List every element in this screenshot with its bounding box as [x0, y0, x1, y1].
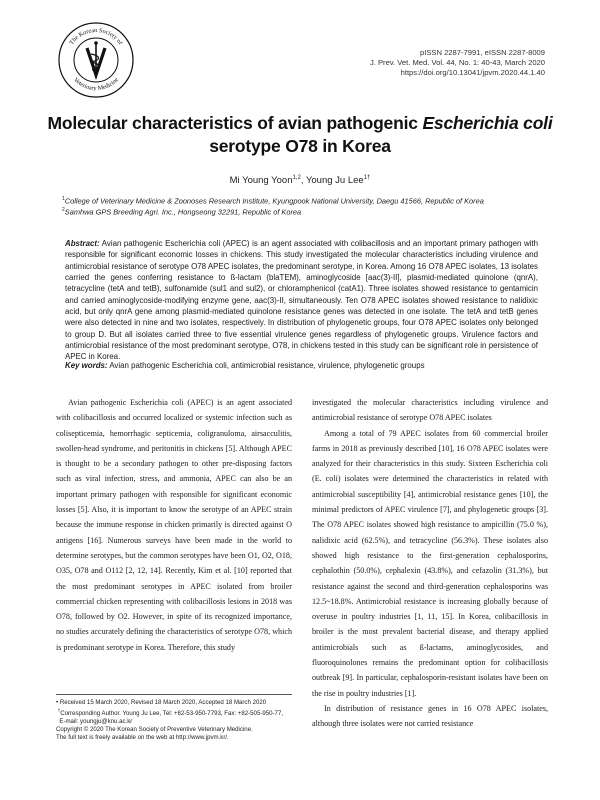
email-text[interactable]: E-mail: youngju@knu.ac.kr [59, 718, 133, 726]
abstract-body: Avian pathogenic Escherichia coli (APEC) is an agent associated with colibacillosis and an important primary pathogen with responsible for significant economic losses in chickens. This study investigated the molecular characteristics including virulence and antimicrobial resistance of serotype O78 APEC isolates, the predominant serotype, in Korea. Among 16 O78 APEC isolates, 13 isolates carried the genes conferring resistance to ß-lactam (blaTEM), aminoglycoside [aac(3)-II], plasmid-mediated quinolone (qnrA), tetracycline (tetA and tetB), sulfonamide (sul1 and sul2), or chloramphenicol (catA1). Three isolates showed resistance to gentamicin and carried aminoglycoside-modifying enzyme gene, aac(3)-II, simultaneously. Ten O78 APEC isolates showed resistance to nalidixic acid, but only qnrA gene among plasmid-mediated quinolone resistance genes was detected in one isolate. The tetA and tetB genes were also detected in nine and two isolates, respectively. In distribution of phylogenetic groups, four O78 APEC isolates only belonged to group D. But all isolates carried three to five essential virulence genes regardless of phylogenetic groups. Virulence factors and antimicrobial resistance of the most predominant serotype, O78, in chickens tested in this study can be significant role in persistence of APEC in Korea. [65, 239, 539, 362]
affiliation-text: Samhwa GPS Breeding Agri. Inc., Hongseong 32291, Republic of Korea [64, 207, 302, 217]
journal-issn: pISSN 2287-7991, eISSN 2287-8009 [420, 48, 545, 57]
footnote-divider [56, 694, 292, 695]
abstract-label: Abstract: [65, 239, 100, 248]
body-column-left [56, 395, 292, 655]
author-name: Young Ju Lee [305, 175, 364, 187]
abstract [65, 238, 538, 363]
keywords-body: Avian pathogenic Escherichia coli, antimicrobial resistance, virulence, phylogenetic groups [109, 361, 425, 370]
footnote-corresponding [56, 707, 306, 718]
body-column-right [312, 395, 548, 732]
keywords-label: Key words: [65, 361, 108, 370]
corresponding-sup: † [57, 708, 61, 714]
author-separator: , [300, 175, 306, 187]
body-paragraph: Among a total of 79 APEC isolates from 60 commercial broiler farms in 2018 as previously described [10], 16 O78 APEC isolates were analyzed for their characteristics in this study. Sixteen Escherichia coli (E. coli) isolates were determined the characteristics in related with antimicrobial susceptibility [4], antimicrobial resistance genes [10], the minimal predictors of APEC virulence [7], and phylogenetic groups [3]. The O78 APEC isolates showed high resistance to ampicillin (75.0 %), nalidixic acid (62.5%), and tetracycline (56.3%). These isolates also showed high resistance to the first-generation cephalosporins, cephalothin (50.0%), cephalexin (43.8%), and cefazolin (31.3%), but resistance against the second and third-generation cephalosporins was 12.5~18.8%. Antimicrobial resistance is increasing globally because of overuse in poultry industries [1, 11, 15]. In Korea, colibacillosis in broiler is the most prevalent bacterial disease, and therapy applied antimicrobials such as ß-lactams, aminoglycosides, and fluoroquinolones remains the predominant option for colibacillosis outbreak [9]. In particular, cephalosporin-resistant isolates have been on the rise in poultry industries [1]. [312, 428, 548, 698]
affiliation [62, 195, 560, 206]
body-paragraph: In distribution of resistance genes in 16 O78 APEC isolates, although three isolates were not carried resistance [312, 703, 548, 729]
journal-doi[interactable]: https://doi.org/10.13041/jpvm.2020.44.1.40 [400, 68, 545, 77]
logo-ring-text: The Korean Society of [68, 26, 124, 47]
footnote-copyright: Copyright © 2020 The Korean Society of Preventive Veterinary Medicine. [56, 726, 253, 734]
title-text: Molecular characteristics of avian pathogenic [47, 113, 423, 133]
corresponding-text: Corresponding Author. Young Ju Lee, Tel: +82-53-950-7793, Fax: +82-505-950-77, [60, 710, 284, 718]
society-logo [56, 20, 136, 100]
title-italic: Escherichia coli [422, 113, 553, 133]
society-seal-icon [56, 20, 136, 100]
author-affiliation-sup: 1,2 [292, 175, 301, 181]
journal-meta [370, 48, 545, 78]
footnote-received: • Received 15 March 2020, Revised 18 March 2020, Accepted 18 March 2020 [56, 699, 267, 706]
footnotes [56, 699, 306, 743]
title-line-1 [40, 112, 560, 135]
affiliations [62, 195, 560, 217]
affiliation-sup: 1 [62, 196, 65, 202]
author-list [0, 175, 600, 186]
paper-title [40, 112, 560, 158]
body-paragraph: Avian pathogenic Escherichia coli (APEC) is an agent associated with colibacillosis and occurred localized or systemic infection such as colisepticemia, hemorrhagic septicemia, coligranuloma, airsacculitis, swollen-head syndrome, and peritonitis in chickens [5]. Although APEC is thought to be a secondary pathogen to other pre-disposing factors such as viral infection, stress, and ammonia, APEC can also be an important primary pathogen with responsible for significant economic losses [5]. Also, it is important to know the serotype of an APEC strain because the immune response in chicken primarily is directed against O antigens [16]. Numerous surveys have been made in the world to determine serotypes, but the common serotypes have been O1, O2, O18, O35, O78 and O112 [2, 12, 14]. Recently, Kim et al. [10] reported that the most predominant serotypes in APEC isolated from broiler commercial chicken representing with colibacillosis lesions in 2018 was O78, followed by O2. However, in spite of its recognized importance, no studies accurately defining the characteristics of serotype O78, which is predominant serotype in Korea. Therefore, this study [56, 398, 292, 652]
title-line-2: serotype O78 in Korea [209, 136, 391, 156]
body-paragraph: investigated the molecular characteristics including virulence and antimicrobial resistance of serotype O78 APEC isolates [312, 398, 548, 423]
journal-citation: J. Prev. Vet. Med. Vol. 44, No. 1: 40-43, March 2020 [369, 58, 545, 67]
logo-ring-text-bottom: Veterinary Medicine [72, 76, 120, 93]
footnote-email [56, 718, 306, 726]
affiliation-text: College of Veterinary Medicine & Zoonoses Research Institute, Kyungpook National University, Daegu 41566, Republic of Korea [64, 196, 484, 206]
author-affiliation-sup: 1† [363, 175, 371, 181]
keywords [65, 360, 538, 371]
author-name: Mi Young Yoon [229, 175, 293, 187]
affiliation [62, 206, 560, 217]
affiliation-sup: 2 [62, 207, 65, 214]
footnote-access: The full text is freely available on the web at http://www.jpvm.kr/. [56, 734, 229, 742]
